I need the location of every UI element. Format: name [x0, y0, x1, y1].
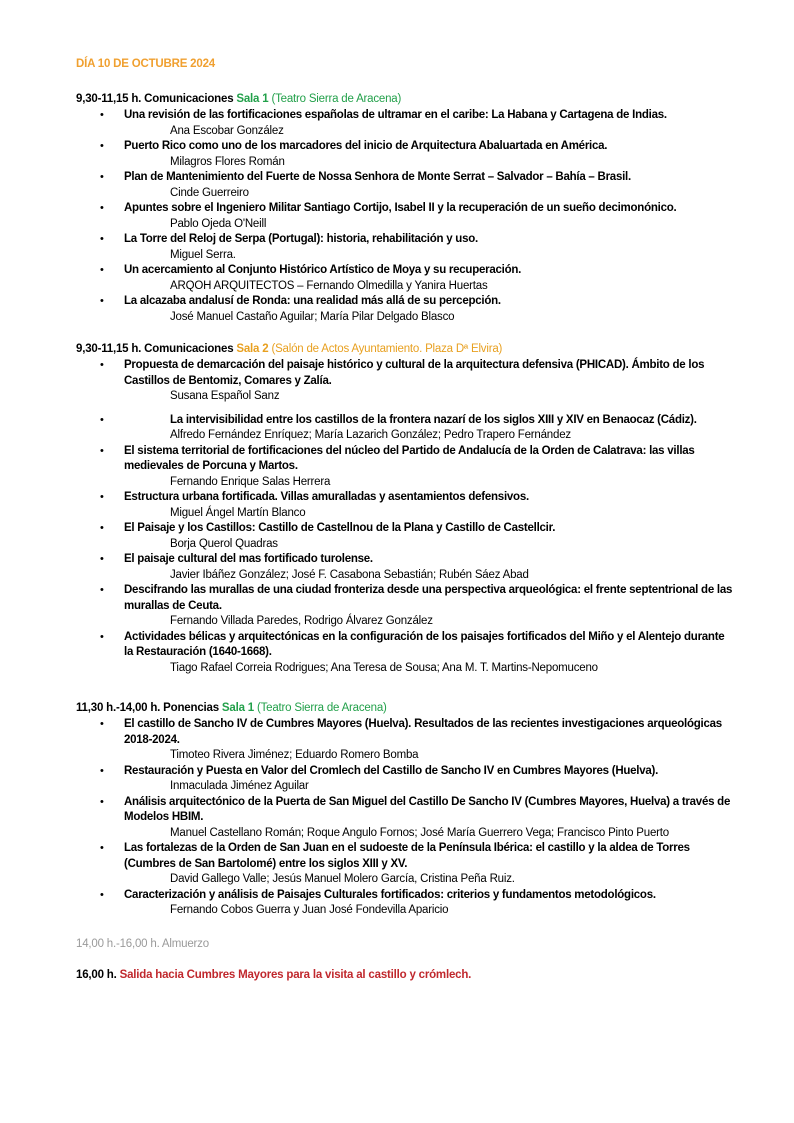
paper-authors: Inmaculada Jiménez Aguilar: [170, 780, 309, 792]
bullet: •: [100, 522, 104, 534]
paper-authors: Timoteo Rivera Jiménez; Eduardo Romero Bomba: [170, 749, 419, 761]
list-item: [76, 201, 736, 232]
bullet: •: [100, 202, 104, 214]
session-time: 9,30-11,15 h. Comunicaciones: [76, 93, 234, 105]
paper-authors: Fernando Villada Paredes, Rodrigo Álvarez González: [170, 615, 433, 627]
paper-authors: David Gallego Valle; Jesús Manuel Molero García, Cristina Peña Ruiz.: [170, 873, 515, 885]
session-sala1-ponencias: [76, 701, 736, 919]
list-item: [76, 358, 736, 405]
paper-title: Caracterización y análisis de Paisajes Culturales fortificados: criterios y fundamentos metodológicos.: [124, 888, 656, 901]
session-time: 11,30 h.-14,00 h. Ponencias: [76, 702, 219, 714]
bullet: •: [100, 842, 104, 854]
session-room: Sala 1: [221, 702, 254, 714]
list-item: [76, 630, 736, 677]
paper-title: La alcazaba andalusí de Ronda: una realidad más allá de su percepción.: [124, 295, 501, 307]
bullet: •: [100, 295, 104, 307]
list-item: [76, 583, 736, 630]
list-item: [76, 139, 736, 170]
paper-authors: Borja Querol Quadras: [170, 537, 278, 550]
bullet: •: [100, 413, 104, 426]
paper-authors: Fernando Enrique Salas Herrera: [170, 475, 331, 488]
paper-title: El paisaje cultural del mas fortificado turolense.: [124, 553, 373, 565]
list-item: [76, 764, 736, 795]
bullet: •: [100, 795, 104, 808]
list-item: [76, 263, 736, 294]
list-item: [76, 490, 736, 521]
paper-title: Análisis arquitectónico de la Puerta de San Miguel del Castillo De Sancho IV (Cumbres Mayores, Huelva) a través de Modelos HBIM.: [124, 795, 731, 823]
session-room: Sala 1: [236, 93, 269, 105]
list-item: [76, 841, 736, 888]
paper-authors: Milagros Flores Román: [170, 155, 285, 168]
list-item: [76, 795, 736, 842]
bullet: •: [100, 718, 104, 730]
paper-title: El castillo de Sancho IV de Cumbres Mayores (Huelva). Resultados de las recientes investigaciones arqueológicas 2018-2024.: [124, 718, 722, 746]
paper-authors: Javier Ibáñez González; José F. Casabona Sebastián; Rubén Sáez Abad: [170, 568, 529, 581]
bullet: •: [100, 171, 104, 183]
paper-authors: Susana Español Sanz: [170, 390, 280, 402]
session-header: [76, 92, 736, 108]
paper-title: Restauración y Puesta en Valor del Cromlech del Castillo de Sancho IV en Cumbres Mayores (Huelva).: [124, 764, 659, 777]
paper-authors: ARQOH ARQUITECTOS – Fernando Olmedilla y Yanira Huertas: [170, 279, 488, 292]
paper-title: Propuesta de demarcación del paisaje histórico y cultural de la arquitectura defensiva (PHICAD). Ámbito de los Castillos de Bentomiz, Comares y Zalía.: [124, 359, 705, 387]
paper-title: Estructura urbana fortificada. Villas amuralladas y asentamientos defensivos.: [124, 491, 529, 503]
session-time: 9,30-11,15 h. Comunicaciones: [76, 343, 234, 355]
paper-title: Un acercamiento al Conjunto Histórico Artístico de Moya y su recuperación.: [124, 264, 522, 276]
bullet: •: [100, 109, 104, 121]
day-title: DÍA 10 DE OCTUBRE 2024: [76, 58, 215, 70]
paper-authors: Miguel Serra.: [170, 248, 236, 261]
list-item: [76, 717, 736, 764]
bullet: •: [100, 888, 104, 901]
bullet: •: [100, 584, 104, 596]
list-item: [76, 170, 736, 201]
departure-time: 16,00 h.: [76, 969, 117, 981]
paper-title: El sistema territorial de fortificaciones del núcleo del Partido de Andalucía de la Orden de Calatrava: las villas medievales de Porcuna y Martos.: [124, 444, 695, 472]
departure-text: Salida hacia Cumbres Mayores para la visita al castillo y crómlech.: [119, 969, 472, 981]
paper-title: Las fortalezas de la Orden de San Juan en el sudoeste de la Península Ibérica: el castillo y la aldea de Torres (Cumbres de San Bartolomé) entre los siglos XIII y XV.: [124, 842, 690, 870]
list-item: [76, 888, 736, 919]
bullet: •: [100, 359, 104, 371]
bullet: •: [100, 553, 104, 565]
session-room: Sala 2: [236, 343, 269, 355]
list-item: [76, 294, 736, 325]
paper-title: Puerto Rico como uno de los marcadores del inicio de Arquitectura Abaluartada en América.: [124, 140, 608, 152]
paper-authors: Ana Escobar González: [170, 124, 284, 137]
session-venue: (Teatro Sierra de Aracena): [256, 702, 387, 714]
paper-title: Apuntes sobre el Ingeniero Militar Santiago Cortijo, Isabel II y la recuperación de un sueño decimonónico.: [124, 202, 677, 214]
paper-authors: Pablo Ojeda O'Neill: [170, 217, 267, 230]
bullet: •: [100, 491, 104, 503]
paper-title: El Paisaje y los Castillos: Castillo de Castellnou de la Plana y Castillo de Castellcir.: [124, 522, 556, 534]
paper-authors: Alfredo Fernández Enríquez; María Lazarich González; Pedro Trapero Fernández: [170, 429, 571, 441]
bullet: •: [100, 233, 104, 245]
paper-title: Actividades bélicas y arquitectónicas en la configuración de los paisajes fortificados del Miño y el Alentejo durante la Restauración (1640-1668).: [124, 630, 725, 658]
paper-authors: Miguel Ángel Martín Blanco: [170, 506, 306, 519]
session-header: [76, 701, 736, 717]
paper-authors: Fernando Cobos Guerra y Juan José Fondevilla Aparicio: [170, 904, 449, 916]
paper-authors: Manuel Castellano Román; Roque Angulo Fornos; José María Guerrero Vega; Francisco Pinto Puerto: [170, 826, 669, 839]
list-item: [76, 444, 736, 491]
bullet: •: [100, 444, 104, 457]
paper-title: La intervisibilidad entre los castillos de la frontera nazarí de los siglos XIII y XIV en Benaocaz (Cádiz).: [170, 413, 697, 426]
list-item: [76, 108, 736, 139]
paper-title: La Torre del Reloj de Serpa (Portugal): historia, rehabilitación y uso.: [124, 233, 478, 245]
lunch-break: 14,00 h.-16,00 h. Almuerzo: [76, 938, 209, 950]
session-sala1-comunicaciones: [76, 92, 736, 325]
paper-authors: José Manuel Castaño Aguilar; María Pilar Delgado Blasco: [170, 310, 455, 323]
session-header: [76, 342, 736, 358]
list-item: [76, 413, 736, 444]
bullet: •: [100, 630, 104, 643]
paper-authors: Cinde Guerreiro: [170, 186, 249, 199]
bullet: •: [100, 264, 104, 276]
list-item: [76, 521, 736, 552]
paper-title: Plan de Mantenimiento del Fuerte de Nossa Senhora de Monte Serrat – Salvador – Bahía – Brasil.: [124, 171, 631, 183]
bullet: •: [100, 764, 104, 777]
list-item: [76, 232, 736, 263]
session-venue: (Salón de Actos Ayuntamiento. Plaza Dª Elvira): [271, 343, 503, 355]
list-item: [76, 552, 736, 583]
session-sala2-comunicaciones: [76, 342, 736, 676]
departure-line: [76, 969, 471, 981]
paper-title: Una revisión de las fortificaciones españolas de ultramar en el caribe: La Habana y Cartagena de Indias.: [124, 109, 667, 121]
session-venue: (Teatro Sierra de Aracena): [271, 93, 402, 105]
paper-title: Descifrando las murallas de una ciudad fronteriza desde una perspectiva arqueológica: el frente septentrional de las murallas de Ceuta.: [124, 584, 733, 612]
bullet: •: [100, 140, 104, 152]
paper-authors: Tiago Rafael Correia Rodrigues; Ana Teresa de Sousa; Ana M. T. Martins-Nepomuceno: [170, 661, 598, 674]
